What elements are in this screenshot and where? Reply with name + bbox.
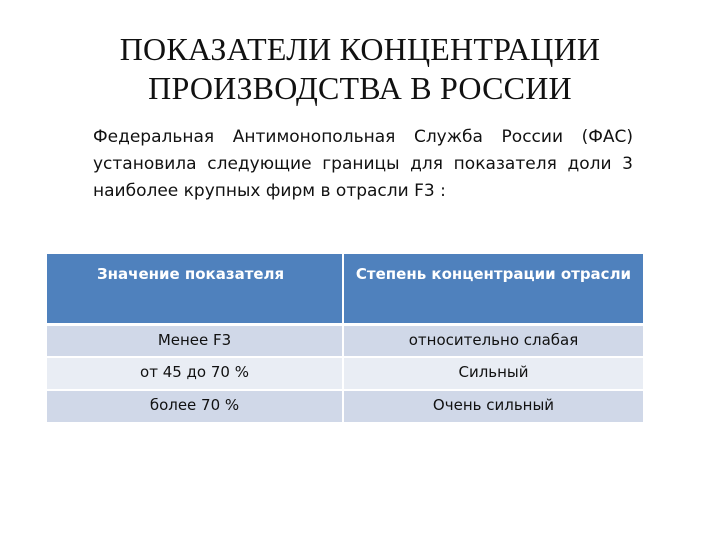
body-paragraph: Федеральная Антимонопольная Служба России (ФАС) установила следующие границы для показателя доли 3 наиболее крупных фирм в отрасли F3 :	[93, 127, 633, 201]
table-cell-degree: Сильный	[343, 357, 643, 390]
table-cell-degree: Очень сильный	[343, 390, 643, 423]
table-cell-degree: относительно слабая	[343, 324, 643, 357]
title-line-2: ПРОИЗВОДСТВА В РОССИИ	[148, 70, 572, 106]
concentration-table	[47, 254, 643, 424]
page-title	[60, 30, 660, 108]
table-row	[47, 324, 643, 357]
table-cell-indicator: более 70 %	[47, 390, 343, 423]
table-cell-indicator: от 45 до 70 %	[47, 357, 343, 390]
table-row	[47, 357, 643, 390]
table-header-row	[47, 254, 643, 324]
title-line-1: ПОКАЗАТЕЛИ КОНЦЕНТРАЦИИ	[119, 31, 601, 67]
table-row	[47, 390, 643, 423]
table-cell-indicator: Менее F3	[47, 324, 343, 357]
header-concentration-degree: Степень концентрации отрасли	[343, 254, 643, 324]
header-indicator-value: Значение показателя	[47, 254, 343, 324]
